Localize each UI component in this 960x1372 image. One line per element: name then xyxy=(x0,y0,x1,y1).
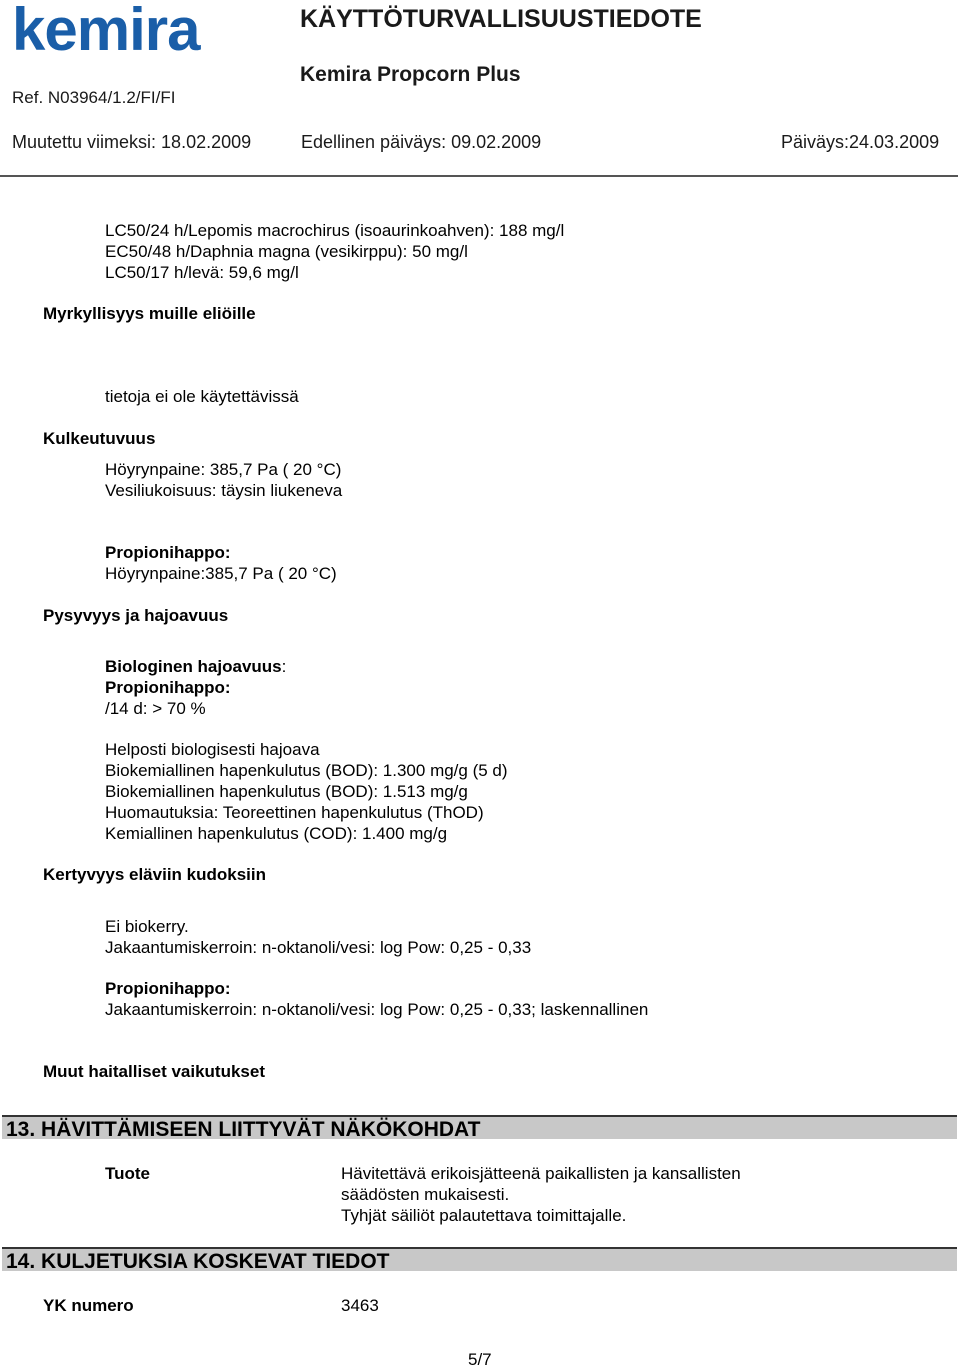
persistence-line: Biokemiallinen hapenkulutus (BOD): 1.513 mg/g xyxy=(105,782,468,801)
biodegradability-label-text: Biologinen hajoavuus xyxy=(105,657,282,676)
persistence-line: Biokemiallinen hapenkulutus (BOD): 1.300 mg/g (5 d) xyxy=(105,761,508,780)
bioaccumulation-line: Ei biokerry. xyxy=(105,917,189,936)
header-divider xyxy=(0,175,958,177)
section-13-title: 13. HÄVITTÄMISEEN LIITTYVÄT NÄKÖKOHDAT xyxy=(2,1115,957,1139)
document-title: KÄYTTÖTURVALLISUUSTIEDOTE xyxy=(300,5,702,33)
persistence-line: Helposti biologisesti hajoava xyxy=(105,740,320,759)
section-13-label: Tuote xyxy=(105,1164,151,1183)
persistence-line: /14 d: > 70 % xyxy=(105,699,206,718)
other-organisms-text: tietoja ei ole käytettävissä xyxy=(105,387,299,406)
mobility-line: Vesiliukoisuus: täysin liukeneva xyxy=(105,481,343,500)
un-number-value: 3463 xyxy=(341,1296,379,1315)
modified-date: Muutettu viimeksi: 18.02.2009 xyxy=(12,132,252,152)
bioaccumulation-subheading: Propionihappo: xyxy=(105,979,231,998)
disposal-line: Hävitettävä erikoisjätteenä paikallisten ja kansallisten xyxy=(341,1164,741,1183)
mobility-subheading: Propionihappo: xyxy=(105,543,231,562)
mobility-heading: Kulkeutuvuus xyxy=(43,429,156,448)
previous-date: Edellinen päiväys: 09.02.2009 xyxy=(301,132,542,152)
toxicity-line: LC50/17 h/levä: 59,6 mg/l xyxy=(105,263,299,282)
mobility-sub-line: Höyrynpaine:385,7 Pa ( 20 °C) xyxy=(105,564,337,583)
reference-number: Ref. N03964/1.2/FI/FI xyxy=(12,88,176,107)
logo-text: kemira xyxy=(12,4,200,56)
bioaccumulation-line: Jakaantumiskerroin: n-oktanoli/vesi: log Pow: 0,25 - 0,33 xyxy=(105,938,532,957)
other-organisms-heading: Myrkyllisyys muille eliöille xyxy=(43,304,256,323)
bioaccumulation-sub-line: Jakaantumiskerroin: n-oktanoli/vesi: log Pow: 0,25 - 0,33; laskennallinen xyxy=(105,1000,649,1019)
toxicity-line: EC50/48 h/Daphnia magna (vesikirppu): 50 mg/l xyxy=(105,242,468,261)
bioaccumulation-heading: Kertyvyys eläviin kudoksiin xyxy=(43,865,266,884)
persistence-subheading: Propionihappo: xyxy=(105,678,231,697)
section-14-title: 14. KULJETUKSIA KOSKEVAT TIEDOT xyxy=(2,1247,957,1271)
persistence-heading: Pysyvyys ja hajoavuus xyxy=(43,606,229,625)
persistence-line: Kemiallinen hapenkulutus (COD): 1.400 mg/g xyxy=(105,824,448,843)
page-number: 5/7 xyxy=(468,1350,492,1369)
product-name: Kemira Propcorn Plus xyxy=(300,63,521,86)
disposal-line: säädösten mukaisesti. xyxy=(341,1185,510,1204)
kemira-logo xyxy=(12,4,252,56)
mobility-line: Höyrynpaine: 385,7 Pa ( 20 °C) xyxy=(105,460,342,479)
biodegradability-label xyxy=(105,656,286,677)
un-number-label: YK numero xyxy=(43,1296,134,1315)
toxicity-line: LC50/24 h/Lepomis macrochirus (isoaurinkoahven): 188 mg/l xyxy=(105,221,565,240)
document-date: Päiväys:24.03.2009 xyxy=(781,132,940,152)
disposal-line: Tyhjät säiliöt palautettava toimittajalle. xyxy=(341,1206,627,1225)
persistence-line: Huomautuksia: Teoreettinen hapenkulutus (ThOD) xyxy=(105,803,484,822)
biodegradability-colon: : xyxy=(281,657,287,676)
other-effects-heading: Muut haitalliset vaikutukset xyxy=(43,1062,265,1081)
